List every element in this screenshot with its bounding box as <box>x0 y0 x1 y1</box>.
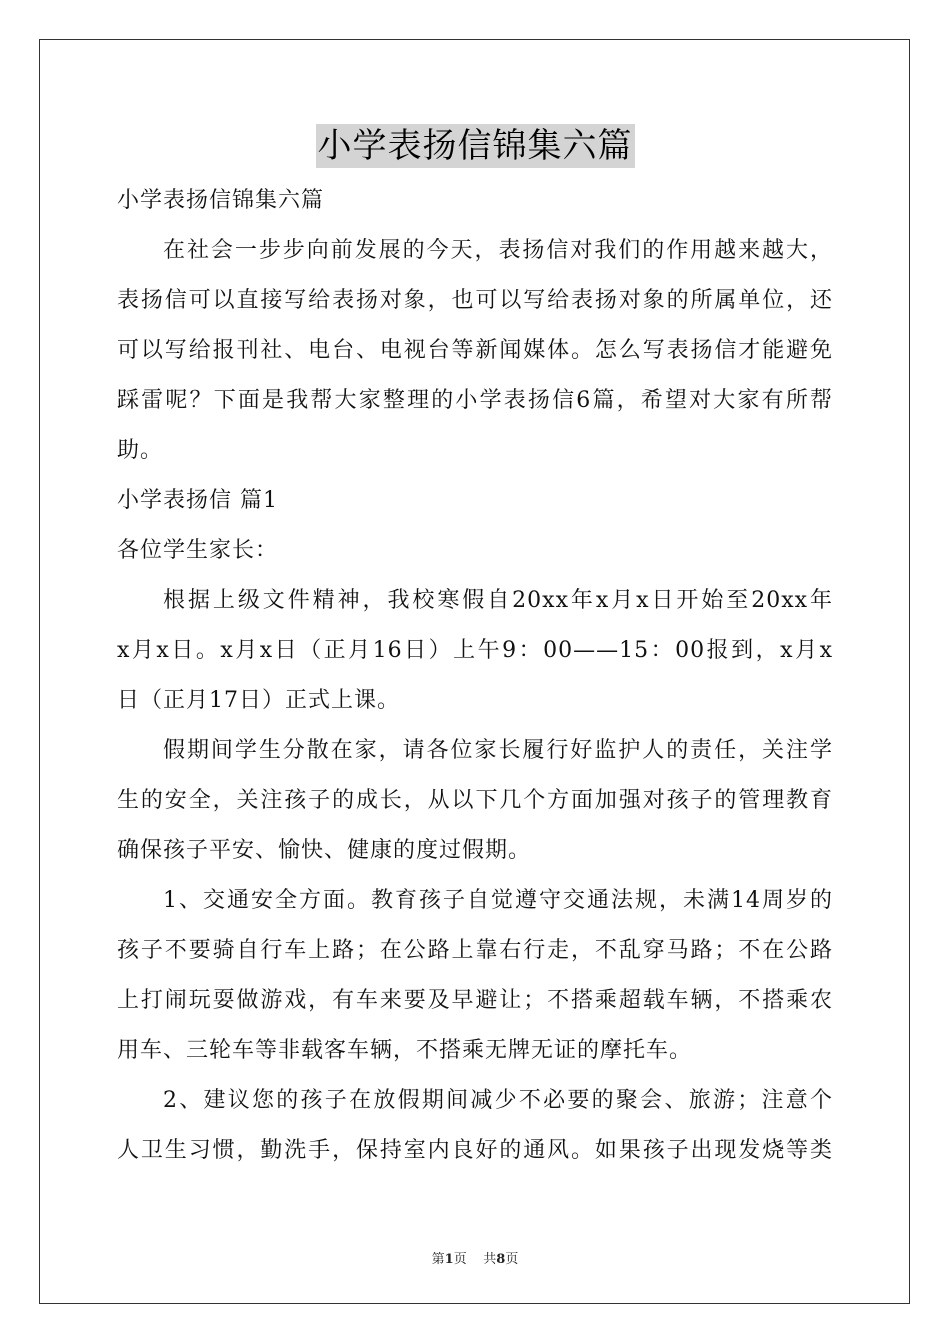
text-line: 1、交通安全方面。教育孩子自觉遵守交通法规，未满14周岁的 <box>163 888 833 913</box>
text-line: 根据上级文件精神，我校寒假自20xx年x月x日开始至20xx年 <box>163 588 833 613</box>
page-number: 1 <box>444 1252 454 1267</box>
text-line: 生的安全，关注孩子的成长，从以下几个方面加强对孩子的管理教育 <box>117 788 833 813</box>
text-line: 表扬信可以直接写给表扬对象，也可以写给表扬对象的所属单位，还 <box>117 288 833 313</box>
text-line: 假期间学生分散在家，请各位家长履行好监护人的责任，关注学 <box>163 738 833 763</box>
page-prefix: 第 <box>431 1252 445 1267</box>
total-pages: 8 <box>496 1252 506 1267</box>
title-wrap <box>0 124 950 168</box>
text-line: 日（正月17日）正式上课。 <box>117 688 400 713</box>
document-body <box>117 176 833 1176</box>
text-line: 可以写给报刊社、电台、电视台等新闻媒体。怎么写表扬信才能避免 <box>117 338 833 363</box>
page-footer <box>0 1248 950 1267</box>
text-line: 2、建议您的孩子在放假期间减少不必要的聚会、旅游；注意个 <box>163 1088 833 1113</box>
text-line: 确保孩子平安、愉快、健康的度过假期。 <box>117 838 532 863</box>
total-prefix: 共 <box>483 1252 497 1267</box>
text-line: 在社会一步步向前发展的今天，表扬信对我们的作用越来越大， <box>163 238 833 263</box>
text-line: 人卫生习惯，勤洗手，保持室内良好的通风。如果孩子出现发烧等类 <box>117 1138 833 1163</box>
page-suffix: 页 <box>453 1252 467 1267</box>
text-line: 小学表扬信锦集六篇 <box>117 188 325 213</box>
total-suffix: 页 <box>505 1252 519 1267</box>
text-line: 助。 <box>117 438 164 463</box>
text-line: 各位学生家长： <box>117 538 279 563</box>
text-line: x月x日。x月x日（正月16日）上午9：00——15：00报到，x月x <box>117 638 833 663</box>
document-title: 小学表扬信锦集六篇 <box>317 126 633 166</box>
text-line: 踩雷呢？下面是我帮大家整理的小学表扬信6篇，希望对大家有所帮 <box>117 388 833 413</box>
text-line: 用车、三轮车等非载客车辆，不搭乘无牌无证的摩托车。 <box>117 1038 693 1063</box>
text-line: 上打闹玩耍做游戏，有车来要及早避让；不搭乘超载车辆，不搭乘农 <box>117 988 833 1013</box>
text-line: 小学表扬信 篇1 <box>117 488 278 513</box>
text-line: 孩子不要骑自行车上路；在公路上靠右行走，不乱穿马路；不在公路 <box>117 938 833 963</box>
